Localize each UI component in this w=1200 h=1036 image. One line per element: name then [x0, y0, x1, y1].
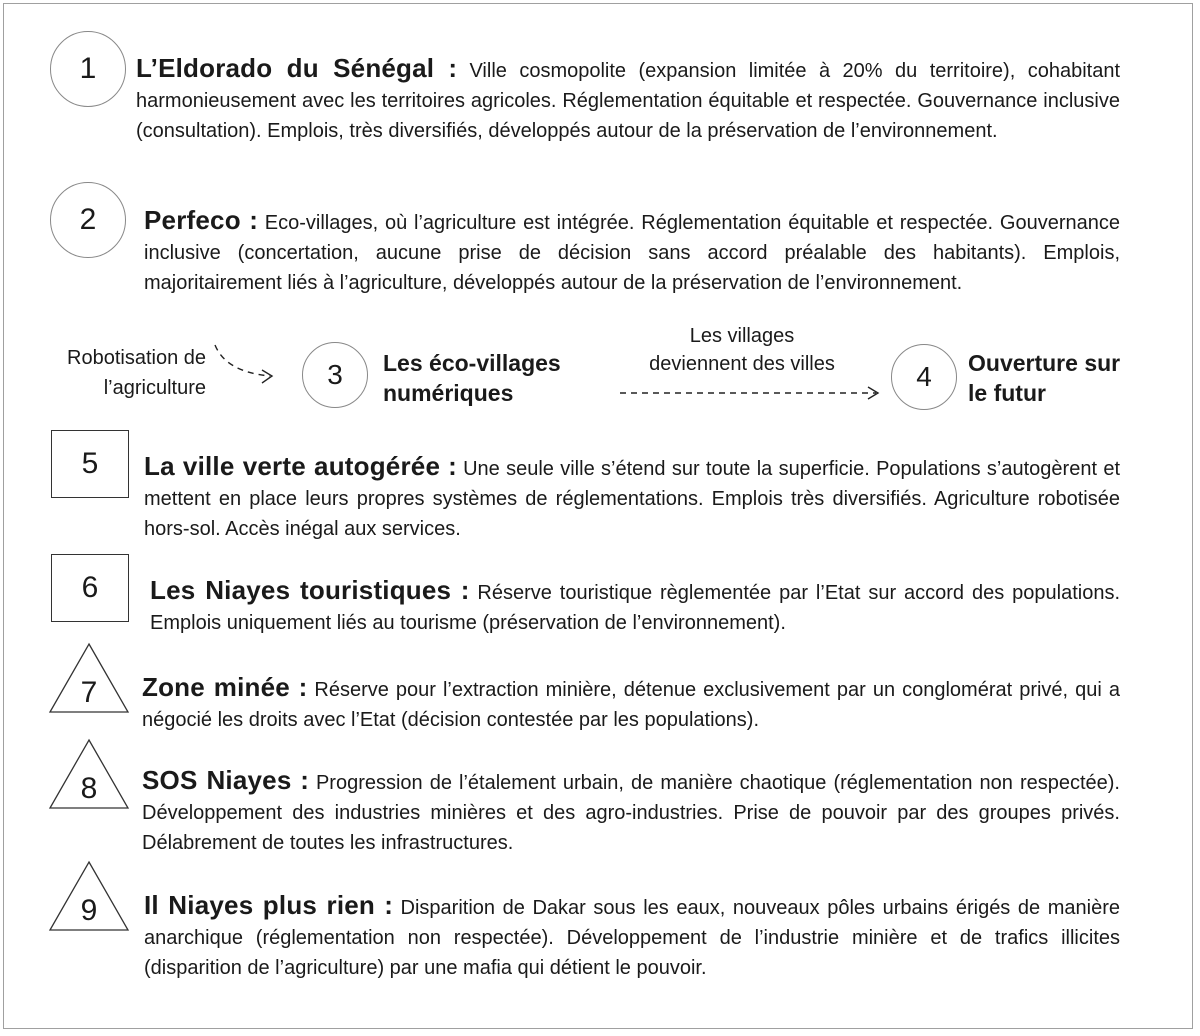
- scenario-9-colon: :: [375, 890, 393, 920]
- scenario-9-triangle: [48, 860, 130, 932]
- scenario-7-description: [142, 672, 1120, 735]
- robotisation-arrow-line: [215, 345, 270, 376]
- scenario-6-number: 6: [81, 571, 99, 604]
- robotisation-arrowhead: [262, 370, 272, 383]
- villages-label-line2: deviennent des villes: [649, 353, 835, 375]
- scenario-8-colon: :: [291, 765, 309, 795]
- scenario-2-colon: :: [240, 205, 258, 235]
- scenario-2-number: 2: [79, 203, 97, 236]
- villages-label-line1: Les villages: [689, 325, 795, 347]
- scenario-8-text: Progression de l’étalement urbain, de manière chaotique (réglementation non respectée). Développement des industries minières et des agro-industries. Prise de pouvoir par des groupes privés. Délabrement de toutes les infrastructures.: [142, 772, 1120, 854]
- scenario-8-description: [142, 765, 1120, 858]
- scenario-4-number: 4: [916, 361, 932, 392]
- scenario-1-text: Ville cosmopolite (expansion limitée à 20% du territoire), cohabitant harmonieusement avec les territoires agricoles. Réglementation équitable et respectée. Gouvernance inclusive (consultation). Emplois, très diversifiés, développés autour de la préservation de l’environnement.: [136, 60, 1121, 142]
- scenario-7-number: 7: [80, 676, 98, 709]
- scenario-9-description: [144, 890, 1120, 983]
- scenario-1-number: 1: [79, 52, 97, 85]
- scenario-1-colon: :: [434, 53, 457, 83]
- scenario-4-title-line1: Ouverture sur: [968, 350, 1121, 376]
- scenario-7-text: Réserve pour l’extraction minière, détenue exclusivement par un conglomérat privé, qui a négocié les droits avec l’Etat (décision contestée par les populations).: [142, 679, 1121, 731]
- scenario-3-title-line1: Les éco-villages: [383, 350, 561, 376]
- robotisation-label-line1: Robotisation de: [67, 347, 206, 369]
- scenario-4-title-line2: le futur: [968, 380, 1046, 406]
- scenario-7-title: Zone minée: [142, 672, 290, 702]
- scenario-6-text: Réserve touristique règlementée par l’Etat sur accord des populations. Emplois uniquement liés au tourisme (préservation de l’environnement).: [150, 582, 1121, 634]
- scenario-9-title: Il Niayes plus rien: [144, 890, 376, 920]
- scenario-6-colon: :: [451, 575, 470, 605]
- scenario-2-title: Perfeco: [144, 205, 241, 235]
- scenario-8-number: 8: [80, 772, 98, 805]
- scenario-7-triangle: [48, 642, 130, 714]
- scenario-5-title: La ville verte autogérée: [144, 451, 441, 481]
- scenario-5-square: [51, 430, 129, 498]
- robotisation-label-line2: l’agriculture: [103, 377, 206, 399]
- scenario-8-triangle: [48, 738, 130, 810]
- scenario-5-colon: :: [440, 451, 457, 481]
- scenario-6-description: [150, 575, 1120, 638]
- scenario-3-title-line2: numériques: [383, 380, 514, 406]
- scenario-2-text: Eco-villages, où l’agriculture est intégrée. Réglementation équitable et respectée. Gouvernance inclusive (concertation, aucune prise de décision sans accord préalable des habitants). Emplois, majoritairement liés à l’agriculture, développés autour de la préservation de l’environnement.: [144, 212, 1120, 294]
- scenario-3-number: 3: [327, 359, 343, 390]
- scenario-1-title: L’Eldorado du Sénégal: [136, 53, 435, 83]
- scenario-6-title: Les Niayes touristiques: [150, 575, 452, 605]
- scenario-6-square: [51, 554, 129, 622]
- scenario-9-number: 9: [80, 894, 98, 927]
- scenario-9-text: Disparition de Dakar sous les eaux, nouveaux pôles urbains érigés de manière anarchique (réglementation non respectée). Développement de l’industrie minière et de trafics illicites (disparition de l’agriculture) par une mafia qui détient le pouvoir.: [144, 897, 1120, 979]
- scenario-5-text: Une seule ville s’étend sur toute la superficie. Populations s’autogèrent et mettent en place leurs propres systèmes de réglementations. Emplois très diversifiés. Agriculture robotisée hors-sol. Accès inégal aux services.: [144, 458, 1120, 540]
- scenario-5-number: 5: [81, 447, 99, 480]
- scenario-8-title: SOS Niayes: [142, 765, 292, 795]
- scenario-5-description: [144, 451, 1120, 544]
- scenario-7-colon: :: [289, 672, 308, 702]
